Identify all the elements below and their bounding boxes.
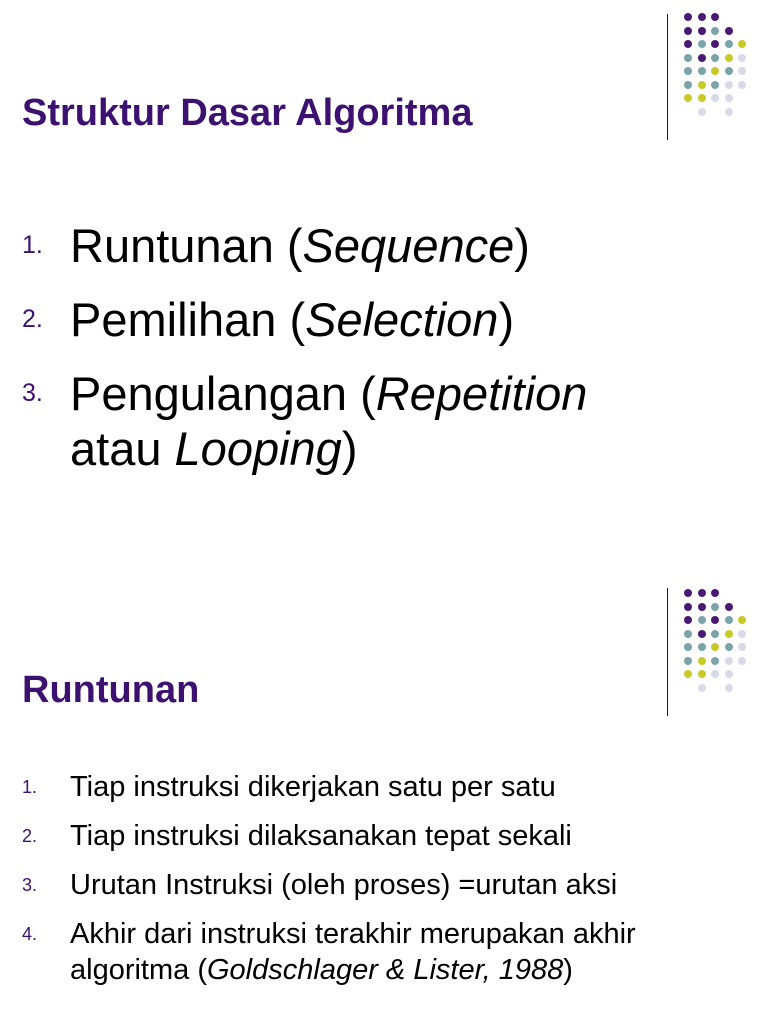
slide-runtunan [0,512,768,1024]
decoration-dot [698,67,706,75]
decoration-dot [711,657,719,665]
decoration-dot [738,616,746,624]
decoration-dot [698,670,706,678]
decoration-dot [725,27,733,35]
vertical-rule [667,14,668,140]
decoration-dot [738,94,746,102]
decoration-dot [684,40,692,48]
list-item: 3. Pengulangan (Repetition atau Looping) [22,367,588,475]
decoration-dot [711,670,719,678]
dot-grid-decoration [684,589,746,692]
decoration-dot [725,657,733,665]
decoration-dot [698,108,706,116]
decoration-dot [711,40,719,48]
decoration-dot [684,13,692,21]
list-item: 1. Tiap instruksi dikerjakan satu per satu [22,771,556,803]
dot-grid-decoration [684,13,746,116]
list-number: 3. [22,875,38,895]
slide-title: Struktur Dasar Algoritma [22,92,473,134]
decoration-dot [711,603,719,611]
slide-title: Runtunan [22,669,200,711]
decoration-dot [684,684,692,692]
decoration-dot [698,657,706,665]
decoration-dot [684,108,692,116]
decoration-dot [738,643,746,651]
list-number: 2. [22,305,43,333]
decoration-dot [725,108,733,116]
decoration-dot [738,54,746,62]
decoration-dot [725,643,733,651]
decoration-dot [684,67,692,75]
decoration-dot [738,13,746,21]
list-number: 2. [22,826,38,846]
decoration-dot [684,27,692,35]
numbered-list [22,218,670,495]
decoration-dot [725,616,733,624]
decoration-dot [711,630,719,638]
list-item: 2. Tiap instruksi dilaksanakan tepat sekali [22,820,572,852]
decoration-dot [725,40,733,48]
list-item: 1. Runtunan (Sequence) [22,219,530,272]
decoration-dot [725,603,733,611]
decoration-dot [684,94,692,102]
list-number: 3. [22,379,43,407]
decoration-dot [738,603,746,611]
vertical-rule [667,588,668,716]
decoration-dot [711,67,719,75]
list-number: 1. [22,777,38,797]
decoration-dot [711,81,719,89]
decoration-dot [698,684,706,692]
decoration-dot [725,630,733,638]
decoration-dot [684,670,692,678]
decoration-dot [725,54,733,62]
decoration-dot [711,94,719,102]
decoration-dot [738,684,746,692]
decoration-dot [738,27,746,35]
decoration-dot [725,13,733,21]
decoration-dot [698,616,706,624]
decoration-dot [738,40,746,48]
decoration-dot [711,643,719,651]
decoration-dot [711,108,719,116]
decoration-dot [698,94,706,102]
decoration-dot [725,670,733,678]
list-item: 4. Akhir dari instruksi terakhir merupakan akhir algoritma (Goldschlager & Lister, 1988) [22,918,636,986]
decoration-dot [698,81,706,89]
decoration-dot [738,108,746,116]
decoration-dot [711,13,719,21]
decoration-dot [698,643,706,651]
decoration-dot [725,684,733,692]
decoration-dot [684,630,692,638]
decoration-dot [698,27,706,35]
decoration-dot [738,657,746,665]
decoration-dot [684,54,692,62]
decoration-dot [698,603,706,611]
decoration-dot [711,27,719,35]
decoration-dot [738,589,746,597]
list-number: 4. [22,924,38,944]
decoration-dot [698,589,706,597]
decoration-dot [698,13,706,21]
decoration-dot [725,81,733,89]
decoration-dot [738,67,746,75]
decoration-dot [711,589,719,597]
decoration-dot [684,603,692,611]
decoration-dot [684,657,692,665]
decoration-dot [738,81,746,89]
list-item: 3. Urutan Instruksi (oleh proses) =urutan aksi [22,869,618,901]
list-item: 2. Pemilihan (Selection) [22,293,515,346]
decoration-dot [698,40,706,48]
decoration-dot [711,54,719,62]
decoration-dot [711,684,719,692]
decoration-dot [738,630,746,638]
decoration-dot [684,643,692,651]
decoration-dot [698,54,706,62]
decoration-dot [684,589,692,597]
decoration-dot [738,670,746,678]
decoration-dot [725,67,733,75]
decoration-dot [711,616,719,624]
decoration-dot [725,589,733,597]
decoration-dot [698,630,706,638]
decoration-dot [725,94,733,102]
decoration-dot [684,616,692,624]
decoration-dot [684,81,692,89]
numbered-list [22,769,750,1001]
list-number: 1. [22,231,43,259]
